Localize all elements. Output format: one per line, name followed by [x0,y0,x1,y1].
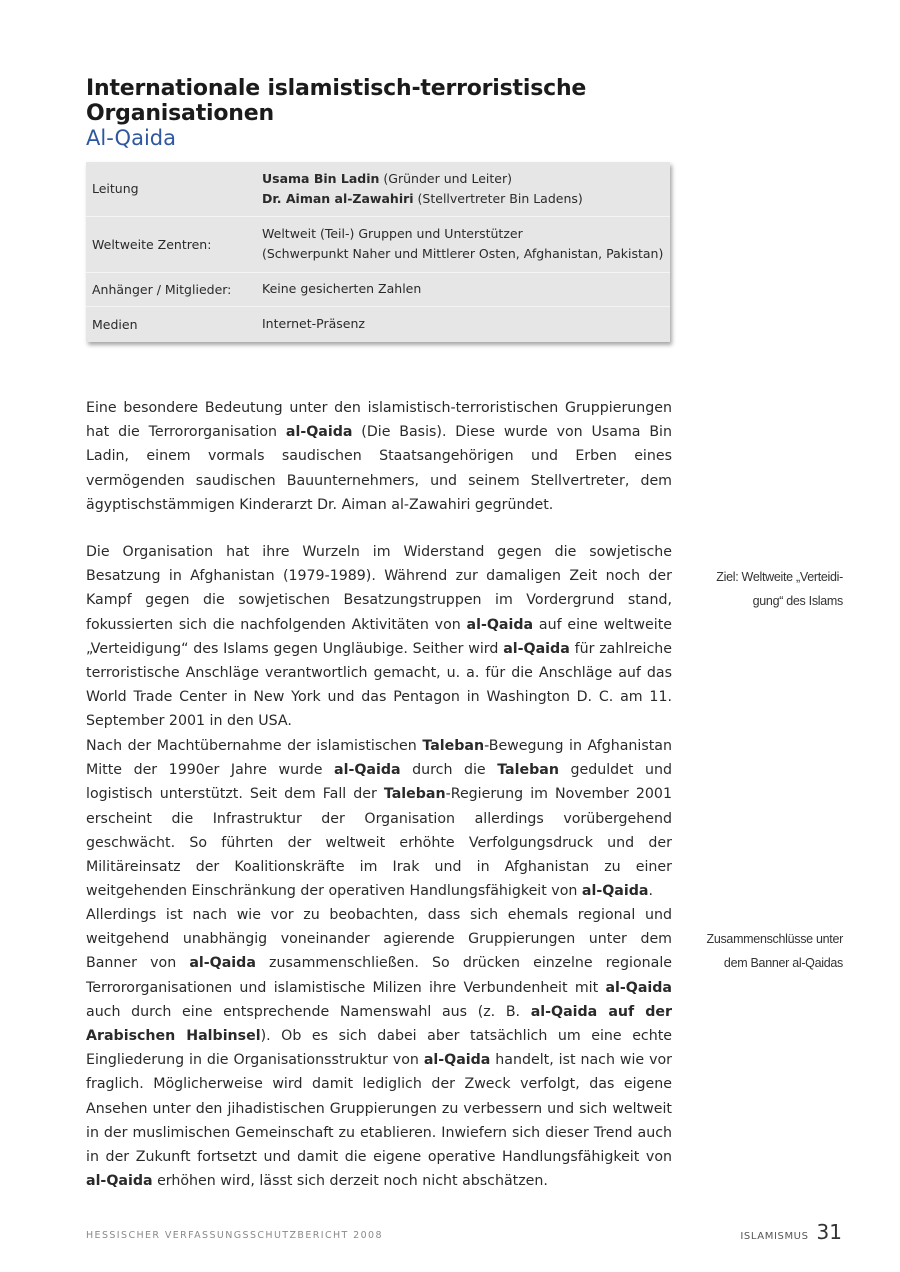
body-paragraph [86,396,672,517]
text-run: auf eine weltweite „Verteidigung“ des Islams gegen Ungläubige. Seither wird [86,616,672,657]
body-paragraph [86,540,672,734]
body-paragraph [86,734,672,903]
footer-publication: HESSISCHER VERFASSUNGSSCHUTZBERICHT 2008 [86,1230,383,1241]
row-key: Weltweite Zentren: [86,216,256,272]
footer-right [740,1220,842,1244]
body-paragraph [86,903,672,1193]
section-title: Al-Qaida [86,126,176,150]
person-name: Usama Bin Ladin [262,170,380,186]
bold-term: al-Qaida [189,955,256,972]
person-name: Dr. Aiman al-Zawahiri [262,190,414,206]
bold-term: al-Qaida [503,640,570,657]
text-run: handelt, ist nach wie vor fraglich. Möglicherweise wird damit lediglich der Zweck verfolgt, das eigene Ansehen unter den jihadistischen Gruppierungen zu verbessern und sich weltweit in der muslimischen Gemeinschaft zu etablieren. Inwiefern sich dieser Trend auch in der Zukunft fortsetzt und damit die eigene operative Handlungsfähigkeit von [86,1052,672,1166]
bold-term: al-Qaida auf der Arabischen Halbinsel [86,1003,672,1045]
page-number: 31 [816,1220,842,1244]
text-run: auch durch eine entsprechende Namenswahl aus (z. B. [86,1003,531,1020]
text-run: geduldet und logistisch unterstützt. Seit dem Fall der [86,762,672,803]
profile-table [86,162,670,342]
bold-term: Taleban [383,786,446,803]
text-run: durch die [400,762,498,779]
text-run: ). Ob es sich dabei aber tatsächlich um eine echte Eingliederung in die Organisationsstruktur von [86,1028,673,1069]
table-row [86,162,670,216]
row-key: Leitung [86,162,256,216]
text-run: zusammenschließen. So drücken einzelne regionale Terrororganisationen und islamistische Milizen ihre Verbundenheit mit [86,955,672,996]
row-value [256,306,670,342]
table-row [86,216,670,272]
row-key: Anhänger / Mitglieder: [86,272,256,306]
bold-term: al-Qaida [334,762,401,779]
text-run: -Bewegung in Afghanistan Mitte der 1990er Jahre wurde [86,738,672,779]
bold-term: al-Qaida [423,1052,491,1069]
table-row [86,306,670,342]
value-line [262,169,664,189]
text-run: Eine besondere Bedeutung unter den islamistisch-terroristischen Gruppierungen hat die Terrororganisation [86,400,672,441]
text-run: erhöhen wird, lässt sich derzeit noch nicht abschätzen. [152,1173,548,1190]
margin-note: Ziel: Weltweite „Verteidi-gung“ des Islams [716,570,843,608]
value-line [262,189,664,209]
bold-term: al-Qaida [605,979,672,996]
text-run: für zahlreiche terroristische Anschläge verantwortlich gemacht, u. a. für die Anschläge auf das World Trade Center in New York und das Pentagon in Washington D. C. am 11. September 2001 in den USA. [86,640,672,730]
row-value [256,272,670,306]
bold-term: al-Qaida [581,883,649,900]
text-run: Nach der Machtübernahme der islamistischen [86,738,423,754]
text-run: Die Organisation hat ihre Wurzeln im Widerstand gegen die sowjetische Besatzung in Afghanistan (1979-1989). Während zur damaligen Zeit noch der Kampf gegen die sowjetischen Besatzungstruppen im Vordergrund stand, fokussierten sich die nachfolgenden Aktivitäten von [86,544,672,633]
bold-term: Taleban [497,762,559,779]
value-line: Internet-Präsenz [262,316,365,332]
value-line: Keine gesicherten Zahlen [262,281,422,296]
table-row [86,272,670,306]
text-run: -Regierung im November 2001 erscheint die Infrastruktur der Organisation allerdings vorübergehend geschwächt. So führten der weltweit erhöhte Verfolgungsdruck und der Militäreinsatz der Koalitionskräfte im Irak und in Afghanistan zu einer weitgehenden Einschränkung der operativen Handlungsfähigkeit von [86,786,672,900]
text-run: (Die Basis). Diese wurde von Usama Bin Ladin, einem vormals saudischen Staatsangehörigen und Erben eines vermögenden saudischen Bauunternehmers, und seinem Stellvertreter, dem ägyptischstämmigen Kinderarzt Dr. Aiman al-Zawahiri gegründet. [86,424,672,513]
person-role: (Stellvertreter Bin Ladens) [413,190,583,206]
bold-term: al-Qaida [86,1173,153,1190]
value-line: (Schwerpunkt Naher und Mittlerer Osten, Afghanistan, Pakistan) [262,246,664,261]
person-role: (Gründer und Leiter) [379,170,512,186]
page-title: Internationale islamistisch-terroristische Organisationen [86,76,587,126]
margin-note: Zusammenschlüsse unter dem Banner al-Qaidas [706,932,843,970]
bold-term: al-Qaida [285,424,353,441]
footer-section: ISLAMISMUS [740,1231,809,1242]
value-line: Weltweit (Teil-) Gruppen und Unterstützer [262,226,523,241]
row-value [256,162,670,216]
text-run: . [648,883,653,900]
row-key: Medien [92,316,138,332]
bold-term: Taleban [422,738,485,754]
bold-term: al-Qaida [466,616,534,633]
text-run: Allerdings ist nach wie vor zu beobachten, dass sich ehemals regional und weitgehend unabhängig voneinander agierende Gruppierungen unter dem Banner von [86,907,672,972]
row-value [256,216,670,272]
